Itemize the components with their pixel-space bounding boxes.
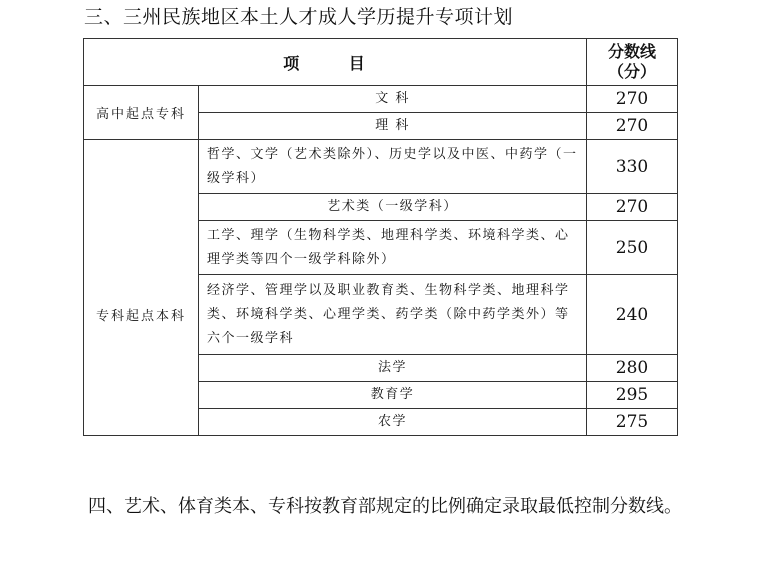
item-cell: 农学 [199,409,587,436]
category-zhuanke: 专科起点本科 [84,275,199,355]
item-cell: 文 科 [199,86,587,113]
item-cell: 教育学 [199,382,587,409]
category-blank [84,140,199,194]
category-blank [84,194,199,221]
score-cell: 280 [587,355,678,382]
score-cell: 330 [587,140,678,194]
item-cell: 理 科 [199,113,587,140]
score-table [83,38,678,436]
category-blank [84,355,199,382]
category-blank [84,409,199,436]
item-cell: 工学、理学（生物科学类、地理科学类、环境科学类、心理学类等四个一级学科除外） [199,221,587,275]
header-score [587,39,678,86]
category-gaozhong: 高中起点专科 [84,86,199,140]
header-score-line2: （分） [608,62,657,81]
category-blank [84,221,199,275]
score-cell: 275 [587,409,678,436]
score-cell: 270 [587,194,678,221]
paragraph: 四、艺术、体育类本、专科按教育部规定的比例确定录取最低控制分数线。 [88,496,682,517]
score-cell: 270 [587,113,678,140]
section-title: 三、三州民族地区本土人才成人学历提升专项计划 [84,6,514,28]
score-cell: 250 [587,221,678,275]
category-blank [84,382,199,409]
item-cell: 哲学、文学（艺术类除外）、历史学以及中医、中药学（一级学科） [199,140,587,194]
item-cell: 法学 [199,355,587,382]
score-cell: 270 [587,86,678,113]
score-cell: 295 [587,382,678,409]
header-score-line1: 分数线 [608,42,657,61]
header-item [84,39,587,86]
item-cell: 艺术类（一级学科） [199,194,587,221]
item-cell: 经济学、管理学以及职业教育类、生物科学类、地理科学类、环境科学类、心理学类、药学类（除中药学类外）等六个一级学科 [199,275,587,355]
header-item-label: 项 目 [283,53,387,73]
score-cell: 240 [587,275,678,355]
